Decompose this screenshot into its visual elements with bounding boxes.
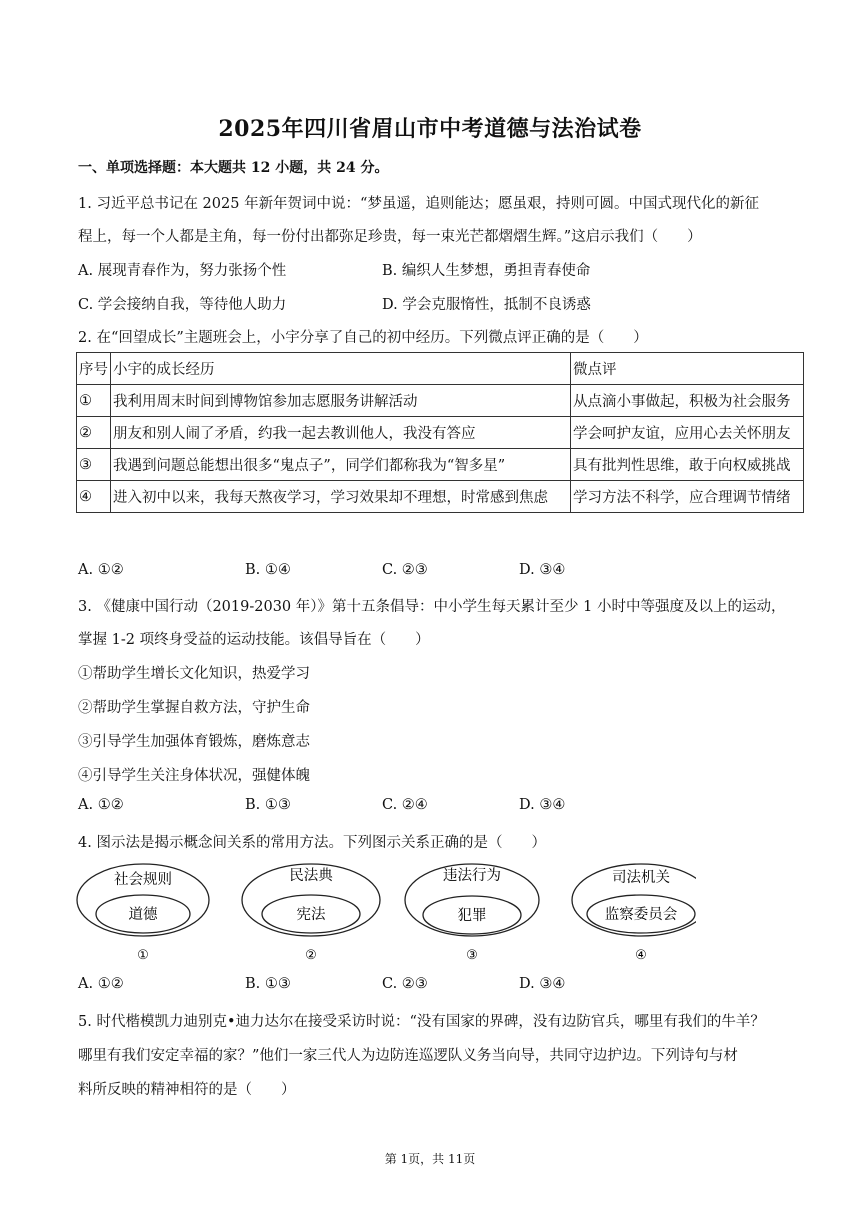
q4-venn-diagrams [76, 860, 696, 965]
table-header-cell: 微点评 [571, 353, 804, 385]
table-row [77, 385, 804, 417]
table-cell: 具有批判性思维，敢于向权威挑战 [571, 449, 804, 481]
q3-statement-1: ①帮助学生增长文化知识，热爱学习 [78, 666, 310, 682]
section-heading: 一、单项选择题：本大题共 12 小题，共 24 分。 [78, 160, 389, 176]
q4-option-a: A. ①② [78, 976, 124, 992]
q1-option-c: C. 学会接纳自我，等待他人助力 [78, 297, 287, 313]
table-cell: 学会呵护友谊，应用心去关怀朋友 [571, 417, 804, 449]
q5-stem-line3: 料所反映的精神相符的是（ ） [78, 1082, 296, 1098]
table-header-row [77, 353, 804, 385]
q4-option-d: D. ③④ [519, 976, 566, 992]
q5-stem-line2: 哪里有我们安定幸福的家？”他们一家三代人为边防连巡逻队义务当向导，共同守边护边。下列诗句与材 [78, 1048, 738, 1064]
table-cell: ② [77, 417, 111, 449]
venn-outer-label: 司法机关 [612, 870, 670, 886]
venn-outer-label: 民法典 [289, 868, 333, 884]
table-row [77, 449, 804, 481]
q4-option-c: C. ②③ [382, 976, 428, 992]
table-cell: 我利用周末时间到博物馆参加志愿服务讲解活动 [111, 385, 571, 417]
table-cell: 从点滴小事做起，积极为社会服务 [571, 385, 804, 417]
q1-stem-line2: 程上，每一个人都是主角，每一份付出都弥足珍贵，每一束光芒都熠熠生辉。”这启示我们（ ） [78, 229, 702, 245]
page-footer: 第 1页，共 11页 [384, 1152, 476, 1166]
q3-statement-4: ④引导学生关注身体状况，强健体魄 [78, 768, 310, 784]
page-title: 2025年四川省眉山市中考道德与法治试卷 [218, 116, 642, 142]
q5-stem-line1: 5. 时代楷模凯力迪别克•迪力达尔在接受采访时说：“没有国家的界碑，没有边防官兵，哪里有我们的牛羊？ [78, 1014, 765, 1030]
venn-number: ① [137, 948, 149, 963]
table-cell: ① [77, 385, 111, 417]
venn-number: ④ [635, 948, 647, 963]
venn-inner-label: 监察委员会 [604, 907, 678, 923]
venn-diagram-3 [405, 864, 539, 963]
venn-diagram-4 [572, 864, 696, 963]
q1-option-b: B. 编织人生梦想，勇担青春使命 [382, 263, 591, 279]
q4-option-b: B. ①③ [245, 976, 291, 992]
q2-table [76, 352, 804, 513]
q1-option-d: D. 学会克服惰性，抵制不良诱惑 [382, 297, 591, 313]
q2-option-c: C. ②③ [382, 562, 428, 578]
q4-stem: 4. 图示法是揭示概念间关系的常用方法。下列图示关系正确的是（ ） [78, 835, 546, 851]
venn-number: ③ [466, 948, 478, 963]
table-cell: 学习方法不科学，应合理调节情绪 [571, 481, 804, 513]
table-cell: ③ [77, 449, 111, 481]
table-cell: 朋友和别人闹了矛盾，约我一起去教训他人，我没有答应 [111, 417, 571, 449]
venn-diagram-1 [77, 864, 209, 963]
venn-inner-label: 犯罪 [457, 908, 487, 924]
venn-diagram-2 [242, 864, 380, 963]
venn-outer-label: 社会规则 [114, 872, 172, 888]
q1-stem-line1: 1. 习近平总书记在 2025 年新年贺词中说：“梦虽遥，追则能达；愿虽艰，持则可圆。中国式现代化的新征 [78, 196, 759, 212]
q3-statement-2: ②帮助学生掌握自救方法，守护生命 [78, 700, 310, 716]
table-row [77, 481, 804, 513]
q2-option-a: A. ①② [78, 562, 124, 578]
q3-stem-line1: 3. 《健康中国行动（2019-2030 年）》第十五条倡导：中小学生每天累计至少 1 小时中等强度及以上的运动， [78, 599, 786, 615]
venn-inner-label: 道德 [128, 907, 158, 923]
q1-option-a: A. 展现青春作为，努力张扬个性 [78, 263, 287, 279]
q3-option-b: B. ①③ [245, 797, 291, 813]
table-header-cell: 序号 [77, 353, 111, 385]
table-row [77, 417, 804, 449]
venn-outer-label: 违法行为 [443, 868, 501, 884]
q2-option-b: B. ①④ [245, 562, 291, 578]
table-cell: ④ [77, 481, 111, 513]
q2-stem: 2. 在“回望成长”主题班会上，小宇分享了自己的初中经历。下列微点评正确的是（ ） [78, 330, 648, 346]
q3-statement-3: ③引导学生加强体育锻炼，磨炼意志 [78, 734, 310, 750]
q3-option-a: A. ①② [78, 797, 124, 813]
venn-number: ② [305, 948, 317, 963]
table-header-cell: 小宇的成长经历 [111, 353, 571, 385]
q2-option-d: D. ③④ [519, 562, 566, 578]
q3-option-c: C. ②④ [382, 797, 428, 813]
q3-option-d: D. ③④ [519, 797, 566, 813]
venn-inner-label: 宪法 [296, 907, 326, 923]
table-cell: 进入初中以来，我每天熬夜学习，学习效果却不理想，时常感到焦虑 [111, 481, 571, 513]
q3-stem-line2: 掌握 1-2 项终身受益的运动技能。该倡导旨在（ ） [78, 632, 430, 648]
table-cell: 我遇到问题总能想出很多“鬼点子”，同学们都称我为“智多星” [111, 449, 571, 481]
